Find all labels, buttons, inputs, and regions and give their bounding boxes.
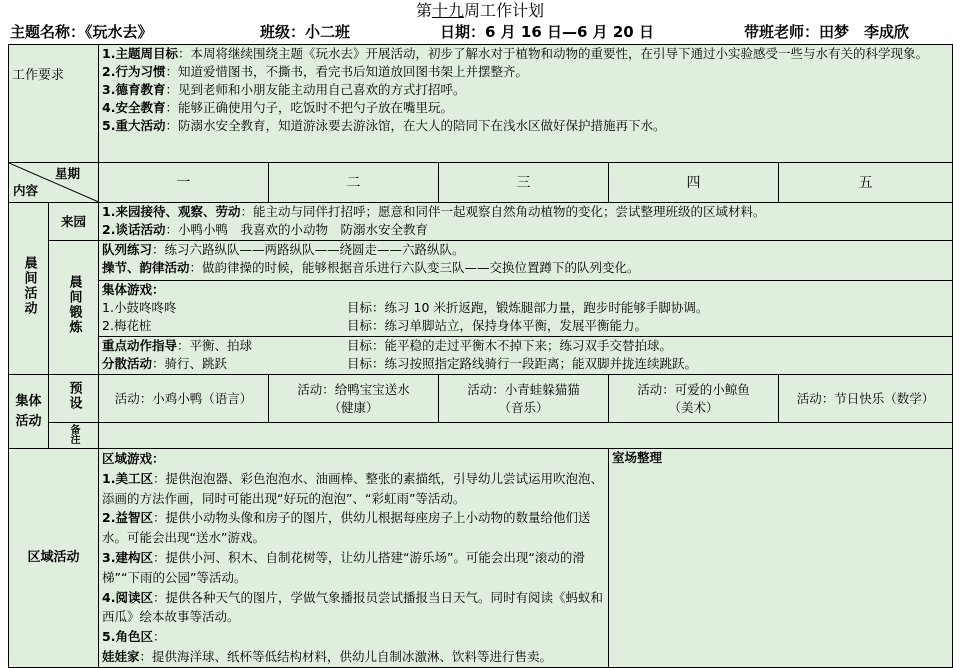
area-item-role: 5.角色区：	[102, 629, 166, 645]
area-games-content: 区域游戏： 1.美工区：提供泡泡器、彩色泡泡水、油画棒、整张的素描纸，引导幼儿尝试运用吹泡泡、添画的方法作画，同时可能出现“好玩的泡泡”、“彩虹雨”等活动。 2.益智区：提供小动物头像和房子的图片，供幼儿根据每座房子上小动物的数量给他们送水。可能会出现“送水”游戏。 3.建构区：提供小河、积木、自制花树等，让幼儿搭建“游乐场”。可能会出现“滚动的滑梯”“下雨的公园”等活动。 4.阅读区：提供各种天气的图片，学做气象播报员尝试播报当日天气。同时有阅读《蚂蚁和西瓜》绘本故事等活动。 5.角色区： 娃娃家：提供海洋球、纸杯等低结构材料，供幼儿自制冰激淋、饮料等进行售卖。	[99, 449, 609, 668]
activity-mon: 活动：小鸡小鸭（语言）	[99, 375, 269, 423]
group-games-content: 集体游戏： 1.小鼓咚咚咚 目标：练习 10 米折返跑，锻炼腿部力量，跑步时能够手脚协调。 2.梅花桩 目标：练习单脚站立，保持身体平衡，发展平衡能力。	[99, 281, 953, 337]
activity-fri: 活动：节日快乐（数学）	[779, 375, 953, 423]
req-item-3: 3.德育教育：见到老师和小朋友能主动用自己喜欢的方式打招呼。	[102, 82, 466, 97]
class-name: 班级：小二班	[260, 23, 351, 41]
date-range: 日期：6 月 16 日—6 月 20 日	[440, 23, 654, 41]
queue-content: 队列练习：练习六路纵队——两路纵队——绕圆走——六路纵队。 操节、韵律活动：做韵律操的时候，能够根据音乐进行六队变三队——交换位置蹲下的队列变化。	[99, 241, 953, 281]
area-item-build: 3.建构区：提供小河、积木、自制花树等，让幼儿搭建“游乐场”。可能会出现“滚动的滑梯”“下雨的公园”等活动。	[102, 549, 585, 585]
activity-wed: 活动：小青蛙躲猫猫 （音乐）	[439, 375, 609, 423]
page-title	[0, 0, 960, 22]
requirements-label: 工作要求	[9, 45, 99, 163]
morning-label: 晨间活动	[9, 203, 49, 375]
weekday-label: 星期	[55, 166, 81, 181]
key-actions-content	[99, 337, 953, 375]
requirements-content	[99, 45, 953, 163]
req-item-1: 1.主题周目标：本周将继续围绕主题《玩水去》开展活动，初步了解水对于植物和动物的重要性，在引导下通过小实验感受一些与水有关的科学现象。	[102, 46, 928, 61]
area-item-puzzle: 2.益智区：提供小动物头像和房子的图片，供幼儿根据每座房子上小动物的数量给他们送水。可能会出现“送水”游戏。	[102, 510, 591, 546]
day-friday: 五	[779, 163, 953, 203]
title-suffix: 周工作计划	[464, 1, 545, 20]
remark-label: 备注	[49, 423, 99, 449]
room-arrangement: 室场整理	[609, 449, 953, 668]
area-item-read: 4.阅读区：提供各种天气的图片，学做气象播报员尝试播报当日天气。同时有阅读《蚂蚁和西瓜》绘本故事等活动。	[102, 589, 603, 625]
theme-name: 主题名称：《玩水去》	[10, 23, 153, 41]
day-wednesday: 三	[439, 163, 609, 203]
split-row: 分散活动：骑行、跳跃 目标：练习按照指定路线骑行一段距离；能双脚并拢连续跳跃。	[102, 356, 698, 371]
area-label: 区域活动	[9, 449, 99, 668]
preset-label: 预设	[49, 375, 99, 423]
collective-label: 集体活动	[9, 375, 49, 449]
content-label: 内容	[13, 183, 39, 198]
activity-thu: 活动：可爱的小鲸鱼 （美术）	[609, 375, 779, 423]
exercise-label: 晨间锻炼	[49, 241, 99, 375]
remark-content	[99, 423, 953, 449]
header-diagonal-cell	[9, 163, 99, 203]
title-prefix: 第	[415, 1, 432, 20]
game-row-2: 2.梅花桩 目标：练习单脚站立，保持身体平衡，发展平衡能力。	[102, 318, 648, 333]
req-item-2: 2.行为习惯：知道爱惜图书，不撕书，看完书后知道放回图书架上并摆整齐。	[102, 64, 528, 79]
info-row	[0, 22, 960, 42]
title-week: 十九	[431, 1, 464, 20]
req-item-5: 5.重大活动：防溺水安全教育，知道游泳要去游泳馆，在大人的陪同下在浅水区做好保护措施再下水。	[102, 118, 666, 133]
day-thursday: 四	[609, 163, 779, 203]
plan-table	[8, 44, 953, 668]
arrival-content: 1.来园接待、观察、劳动：能主动与同伴打招呼；愿意和同伴一起观察自然角动植物的变化；尝试整理班级的区域材料。 2.谈话活动：小鸭小鸭 我喜欢的小动物 防溺水安全教育	[99, 203, 953, 241]
key-row: 重点动作指导：平衡、拍球 目标：能平稳的走过平衡木不掉下来；练习双手交替拍球。	[102, 338, 673, 353]
game-row-1: 1.小鼓咚咚咚 目标：练习 10 米折返跑，锻炼腿部力量，跑步时能够手脚协调。	[102, 300, 709, 315]
activity-tue: 活动：给鸭宝宝送水 （健康）	[269, 375, 439, 423]
area-item-doll: 娃娃家：提供海洋球、纸杯等低结构材料，供幼儿自制冰激淋、饮料等进行售卖。	[102, 648, 553, 664]
day-tuesday: 二	[269, 163, 439, 203]
req-item-4: 4.安全教育：能够正确使用勺子，吃饭时不把勺子放在嘴里玩。	[102, 100, 453, 115]
area-item-art: 1.美工区：提供泡泡器、彩色泡泡水、油画棒、整张的素描纸，引导幼儿尝试运用吹泡泡、添画的方法作画，同时可能出现“好玩的泡泡”、“彩虹雨”等活动。	[102, 470, 603, 506]
teachers: 带班老师：田梦 李成欣	[744, 23, 910, 41]
arrival-label: 来园	[49, 203, 99, 241]
day-monday: 一	[99, 163, 269, 203]
